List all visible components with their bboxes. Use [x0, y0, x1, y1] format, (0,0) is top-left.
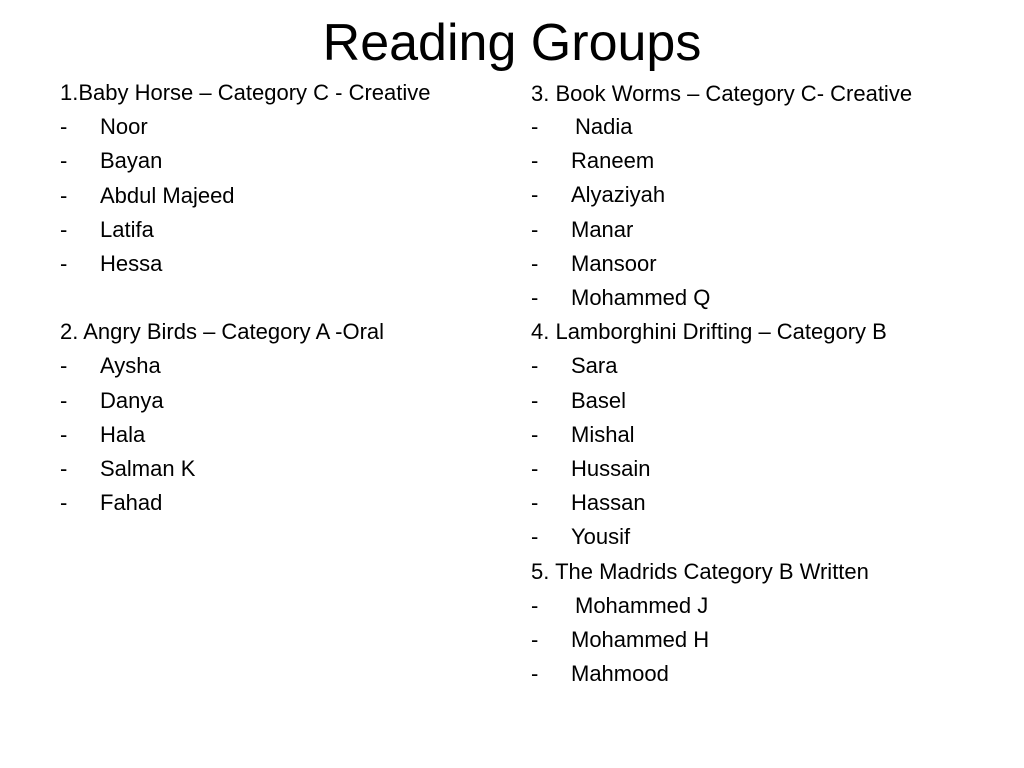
group-heading: 2. Angry Birds – Category A -Oral: [60, 319, 385, 345]
left-column: [60, 76, 510, 520]
member-name: Mansoor: [571, 250, 657, 276]
dash: -: [531, 353, 539, 379]
dash: -: [60, 216, 68, 242]
list-item: [531, 144, 1001, 178]
list-item: [60, 418, 510, 452]
list-item: [531, 418, 1001, 452]
list-item: [531, 520, 1001, 554]
member-name: Bayan: [100, 148, 163, 174]
dash: -: [60, 421, 68, 447]
dash: -: [531, 490, 539, 516]
group-the-madrids: [531, 555, 1001, 692]
member-name: Manar: [571, 216, 634, 242]
right-column: [531, 76, 1001, 691]
list-item: [531, 281, 1001, 315]
member-name: Hala: [100, 421, 146, 447]
dash: -: [531, 661, 539, 687]
group-heading: 1.Baby Horse – Category C - Creative: [60, 80, 431, 105]
group-baby-horse: [60, 76, 510, 281]
member-name: Sara: [571, 353, 618, 379]
list-item: [531, 452, 1001, 486]
list-item: [531, 384, 1001, 418]
dash: -: [531, 456, 539, 482]
dash: -: [60, 456, 68, 482]
list-item: [531, 110, 1001, 144]
member-name: Abdul Majeed: [100, 182, 235, 208]
spacer: [60, 281, 510, 315]
dash: -: [531, 114, 539, 139]
dash: -: [531, 387, 539, 413]
dash: -: [60, 490, 68, 516]
member-name: Raneem: [571, 148, 655, 174]
dash: -: [60, 148, 68, 174]
member-name: Mohammed Q: [571, 285, 711, 311]
dash: -: [531, 627, 539, 653]
dash: -: [531, 148, 539, 174]
member-name: Mishal: [571, 421, 635, 447]
group-heading: 5. The Madrids Category B Written: [531, 558, 869, 584]
member-name: Fahad: [100, 490, 163, 516]
member-name: Noor: [100, 114, 148, 140]
list-item: [60, 384, 510, 418]
list-item: [531, 349, 1001, 383]
dash: -: [531, 216, 539, 242]
group-lamborghini-drifting: [531, 315, 1001, 554]
dash: -: [531, 250, 539, 276]
list-item: [531, 247, 1001, 281]
member-name: Yousif: [571, 524, 631, 550]
slide-title: Reading Groups: [322, 14, 702, 72]
group-angry-birds: [60, 315, 510, 520]
dash: -: [60, 387, 68, 413]
member-name: Mahmood: [571, 661, 669, 687]
list-item: [60, 110, 510, 144]
list-item: [60, 486, 510, 520]
dash: -: [531, 524, 539, 550]
member-name: Mohammed H: [571, 627, 710, 653]
dash: -: [531, 421, 539, 447]
list-item: [531, 623, 1001, 657]
list-item: [531, 589, 1001, 623]
member-name: Latifa: [100, 216, 154, 242]
dash: -: [531, 285, 539, 311]
list-item: [531, 178, 1001, 212]
group-heading: 3. Book Worms – Category C- Creative: [531, 81, 913, 106]
list-item: [531, 486, 1001, 520]
member-name: Danya: [100, 387, 164, 413]
group-heading: 4. Lamborghini Drifting – Category B: [531, 319, 887, 345]
member-name: Hassan: [571, 490, 646, 516]
list-item: [60, 179, 510, 213]
list-item: [60, 452, 510, 486]
list-item: [531, 657, 1001, 691]
dash: -: [60, 114, 68, 140]
member-name: Mohammed J: [575, 592, 709, 618]
member-name: Salman K: [100, 456, 196, 482]
member-name: Aysha: [100, 353, 161, 379]
list-item: [60, 349, 510, 383]
dash: -: [531, 182, 539, 208]
group-book-worms: [531, 76, 1001, 315]
dash: -: [531, 592, 539, 618]
list-item: [60, 213, 510, 247]
dash: -: [60, 251, 68, 277]
member-name: Alyaziyah: [571, 182, 666, 208]
member-name: Hessa: [100, 251, 163, 277]
dash: -: [60, 182, 68, 208]
member-name: Hussain: [571, 456, 651, 482]
list-item: [531, 213, 1001, 247]
list-item: [60, 247, 510, 281]
dash: -: [60, 353, 68, 379]
member-name: Nadia: [575, 114, 633, 139]
member-name: Basel: [571, 387, 627, 413]
list-item: [60, 144, 510, 178]
